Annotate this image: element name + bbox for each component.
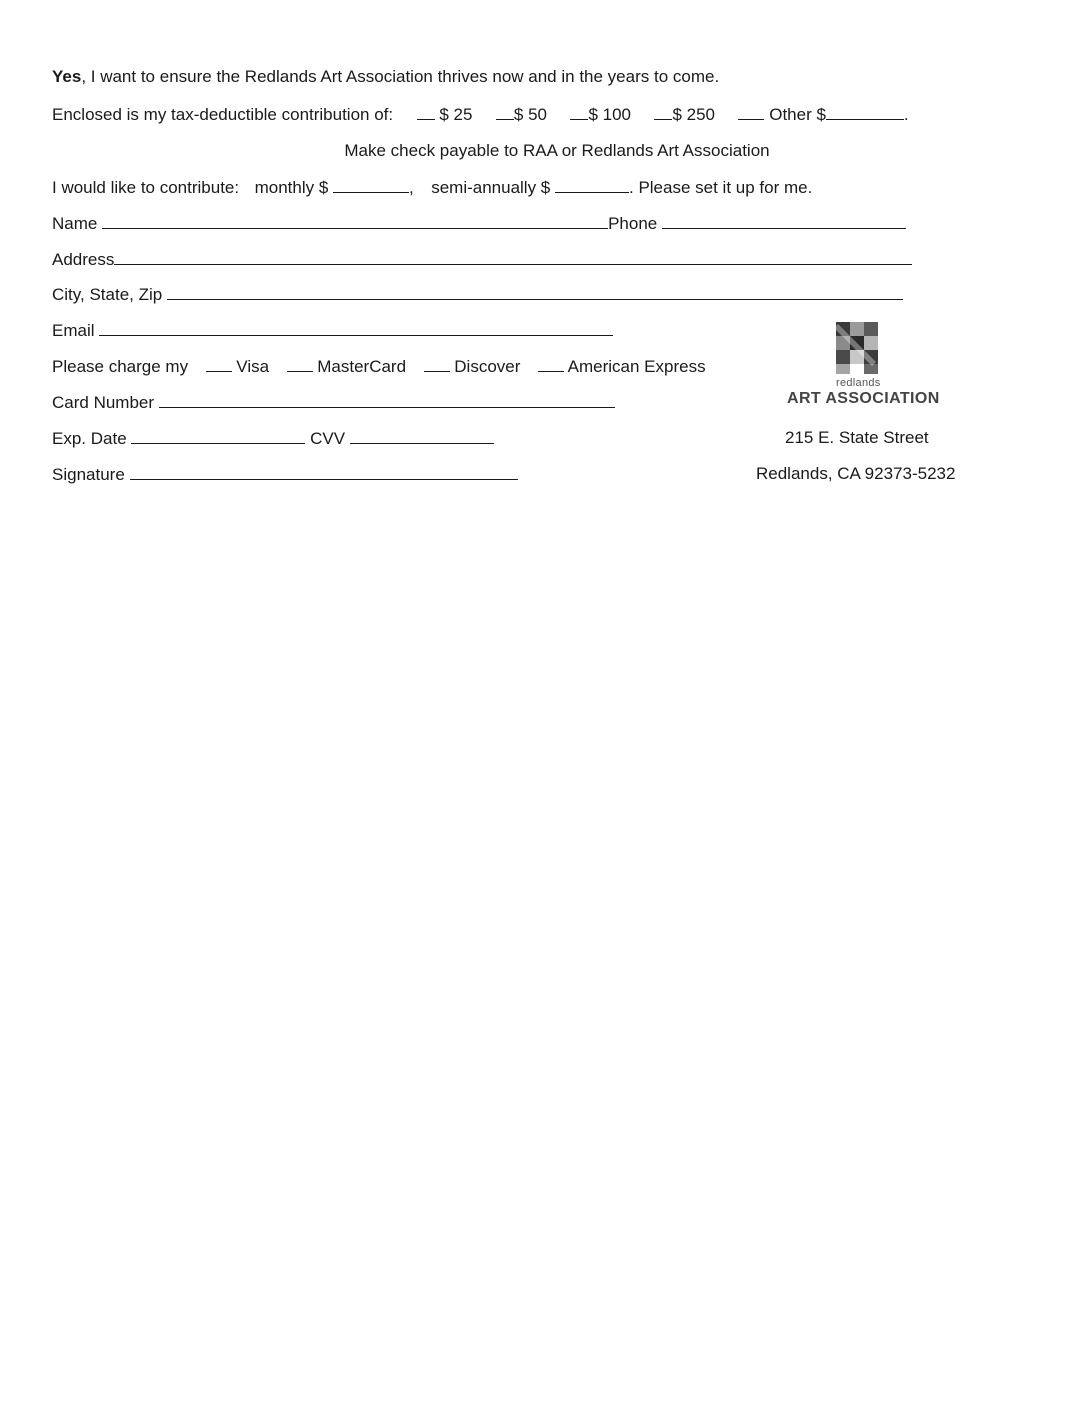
city-line	[52, 283, 903, 306]
monthly-amount-field[interactable]	[333, 176, 409, 193]
card-mastercard: MasterCard	[317, 357, 407, 376]
cvv-field[interactable]	[350, 427, 494, 444]
contribution-end: .	[903, 105, 909, 124]
discover-blank[interactable]	[424, 355, 450, 372]
name-label: Name	[52, 214, 98, 233]
mastercard-blank[interactable]	[287, 355, 313, 372]
exp-label: Exp. Date	[52, 429, 127, 448]
payable-note: Make check payable to RAA or Redlands Art Association	[344, 141, 770, 160]
amount-25-blank[interactable]	[417, 103, 435, 120]
card-number-label: Card Number	[52, 393, 155, 412]
amount-50-blank[interactable]	[496, 103, 514, 120]
charge-line	[52, 355, 706, 378]
exp-cvv-line	[52, 427, 494, 450]
semi-annual-amount-field[interactable]	[555, 176, 629, 193]
phone-field[interactable]	[662, 212, 906, 229]
org-city: Redlands, CA 92373-5232	[756, 464, 956, 483]
charge-label: Please charge my	[52, 357, 189, 376]
intro-yes: Yes	[52, 67, 82, 86]
amount-50: $ 50	[513, 105, 547, 124]
recurring-semi-label: semi-annually $	[431, 178, 551, 197]
logo-small-text: redlands	[836, 377, 881, 389]
city-label: City, State, Zip	[52, 285, 163, 304]
contribution-label: Enclosed is my tax-deductible contribution of:	[52, 105, 394, 124]
contribution-line	[52, 103, 909, 126]
name-phone-line	[52, 212, 906, 235]
card-number-line	[52, 391, 615, 414]
recurring-label: I would like to contribute:	[52, 178, 240, 197]
email-label: Email	[52, 321, 95, 340]
email-line	[52, 319, 613, 342]
recurring-tail: . Please set it up for me.	[629, 178, 813, 197]
recurring-line: I would like to contribute: monthly $ , semi-annually $ . Please set it up for me.	[52, 178, 813, 197]
card-discover: Discover	[454, 357, 521, 376]
amount-25: $ 25	[439, 105, 473, 124]
amount-250: $ 250	[672, 105, 716, 124]
intro-line	[52, 66, 719, 88]
intro-text: , I want to ensure the Redlands Art Association thrives now and in the years to come.	[81, 67, 720, 86]
address-line	[52, 248, 912, 271]
city-field[interactable]	[167, 283, 903, 300]
card-visa: Visa	[236, 357, 270, 376]
name-field[interactable]	[102, 212, 608, 229]
signature-label: Signature	[52, 465, 125, 484]
address-field[interactable]	[114, 248, 912, 265]
logo-big-text: ART ASSOCIATION	[787, 390, 940, 407]
amex-blank[interactable]	[538, 355, 564, 372]
card-number-field[interactable]	[159, 391, 615, 408]
card-amex: American Express	[567, 357, 706, 376]
amount-100-blank[interactable]	[570, 103, 588, 120]
amount-other-field[interactable]	[826, 103, 904, 120]
cvv-label: CVV	[310, 429, 346, 448]
amount-other: Other $	[769, 105, 826, 124]
email-field[interactable]	[99, 319, 613, 336]
amount-250-blank[interactable]	[654, 103, 672, 120]
exp-field[interactable]	[131, 427, 305, 444]
phone-label: Phone	[608, 214, 658, 233]
visa-blank[interactable]	[206, 355, 232, 372]
amount-other-check-blank[interactable]	[738, 103, 764, 120]
signature-line	[52, 463, 518, 486]
signature-field[interactable]	[130, 463, 518, 480]
recurring-monthly-label: monthly $	[254, 178, 329, 197]
amount-100: $ 100	[588, 105, 631, 124]
address-label: Address	[52, 250, 115, 269]
org-street: 215 E. State Street	[785, 428, 929, 447]
